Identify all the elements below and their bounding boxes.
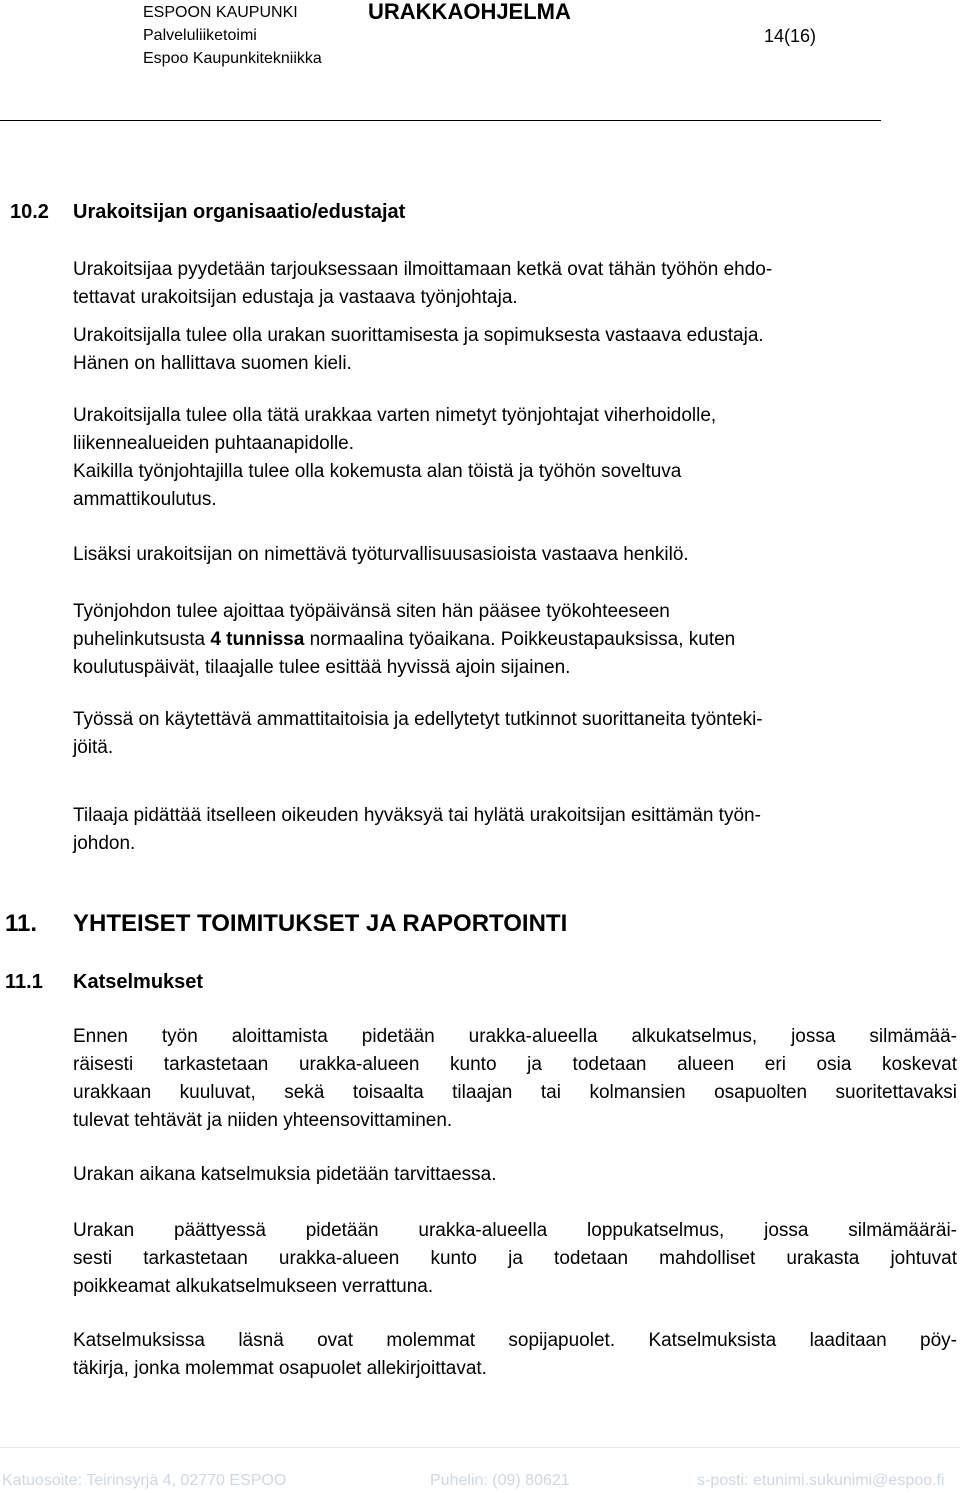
footer-email: s-posti: etunimi.sukunimi@espoo.fi [697,1472,945,1489]
header-dept: Palveluliiketoimi [143,27,257,44]
text-span: puhelinkutsusta [73,629,211,650]
text-line: Ennen työn aloittamista pidetään urakka-alueella alkukatselmus, jossa silmämää- [73,1026,957,1047]
section-11-1-number: 11.1 [5,971,43,993]
section-11-1-title: Katselmukset [73,971,204,993]
text-line: jöitä. [73,737,114,758]
text-line: Urakoitsijalla tulee olla tätä urakkaa varten nimetyt työnjohtajat viherhoidolle, [73,405,717,426]
paragraph [73,256,957,312]
paragraph [73,541,957,569]
paragraph [73,802,957,858]
section-number: 10.2 [10,201,49,223]
text-line: Urakan päättyessä pidetään urakka-alueella loppukatselmus, jossa silmämääräi- [73,1220,957,1241]
text-line: Urakoitsijalla tulee olla urakan suorittamisesta ja sopimuksesta vastaava edustaja. [73,325,764,346]
section-11-title: YHTEISET TOIMITUKSET JA RAPORTOINTI [73,910,568,937]
text-line: räisesti tarkastetaan urakka-alueen kunto ja todetaan alueen eri osia koskevat [73,1054,957,1075]
emphasis-text: 4 tunnissa [210,629,305,650]
document-title: URAKKAOHJELMA [368,0,571,24]
text-line: tettavat urakoitsijan edustaja ja vastaava työnjohtaja. [73,287,518,308]
paragraph [73,402,957,514]
paragraph [73,322,957,378]
page-number: 14(16) [764,26,817,46]
text-line: koulutuspäivät, tilaajalle tulee esittää hyvissä ajoin sijainen. [73,657,571,678]
text-line: Lisäksi urakoitsijan on nimettävä työturvallisuusasioista vastaava henkilö. [73,544,689,565]
paragraph [73,706,957,762]
text-line: poikkeamat alkukatselmukseen verrattuna. [73,1276,434,1297]
text-line: johdon. [73,833,136,854]
text-span: normaalina työaikana. Poikkeustapauksissa, kuten [304,629,736,650]
text-line [73,626,957,654]
header-org: ESPOON KAUPUNKI [143,4,298,21]
footer-phone: Puhelin: (09) 80621 [430,1472,570,1489]
text-line: sesti tarkastetaan urakka-alueen kunto ja todetaan mahdolliset urakasta johtuvat [73,1248,957,1269]
paragraph [73,1327,957,1383]
footer-divider [0,1447,960,1448]
text-line: ammattikoulutus. [73,489,217,510]
text-line: Työnjohdon tulee ajoittaa työpäivänsä siten hän pääsee työkohteeseen [73,601,670,622]
text-line: Kaikilla työnjohtajilla tulee olla kokemusta alan töistä ja työhön soveltuva [73,461,682,482]
text-line: urakkaan kuuluvat, sekä toisaalta tilaajan tai kolmansien osapuolten suoritettavaksi [73,1082,957,1103]
text-line: Työssä on käytettävä ammattitaitoisia ja edellytetyt tutkinnot suorittaneita työnteki- [73,709,763,730]
text-line: täkirja, jonka molemmat osapuolet allekirjoittavat. [73,1358,487,1379]
paragraph [73,1023,957,1135]
text-line: Tilaaja pidättää itselleen oikeuden hyväksyä tai hylätä urakoitsijan esittämän työn- [73,805,761,826]
section-10-2-heading [10,200,49,224]
text-line: Urakoitsijaa pyydetään tarjouksessaan ilmoittamaan ketkä ovat tähän työhön ehdo- [73,259,773,280]
paragraph [73,1161,957,1189]
section-11-number: 11. [5,910,38,937]
text-line: liikennealueiden puhtaanapidolle. [73,433,355,454]
text-line: Urakan aikana katselmuksia pidetään tarvittaessa. [73,1164,497,1185]
text-line: Hänen on hallittava suomen kieli. [73,353,352,374]
footer-address: Katuosoite: Teirinsyrjä 4, 02770 ESPOO [2,1472,287,1489]
text-line: Katselmuksissa läsnä ovat molemmat sopijapuolet. Katselmuksista laaditaan pöy- [73,1330,957,1351]
header-divider [0,120,881,121]
section-10-2-title: Urakoitsijan organisaatio/edustajat [73,201,406,223]
paragraph [73,598,957,682]
paragraph [73,1217,957,1301]
header-unit: Espoo Kaupunkitekniikka [143,50,322,67]
text-line: tulevat tehtävät ja niiden yhteensovittaminen. [73,1110,453,1131]
